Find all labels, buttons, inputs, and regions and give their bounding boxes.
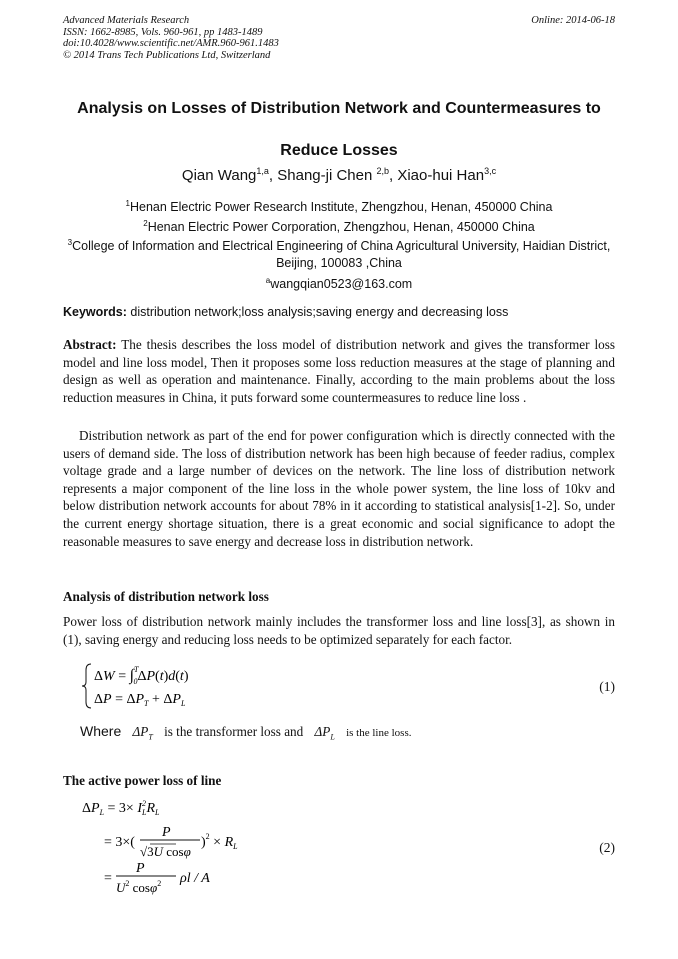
eq2-line3 [104,861,210,895]
equation-2-formula [78,796,278,896]
section-heading-active-loss: The active power loss of line [63,773,222,788]
issn-line: ISSN: 1662-8985, Vols. 960-961, pp 1483-1489 [63,26,263,38]
author-email [0,276,678,291]
equation-2-number: (2) [599,840,615,855]
title-line-2: Reduce Losses [280,142,398,159]
symbol-pt: $\Delta P_T$ [132,724,153,742]
where-word: Where [80,723,122,739]
copyright-line: © 2014 Trans Tech Publications Ltd, Switzerland [63,49,271,61]
affiliation-1 [63,196,615,216]
section-paragraph-analysis: Power loss of distribution network mainly includes the transformer loss and line loss[3], as shown in (1), saving energy and reducing loss needs to be optimized separately for each factor. [63,614,615,647]
author-name: Shang-ji Chen [277,167,377,184]
svg-text:ρl / A: ρl / A [180,871,210,886]
svg-text:U2 cosφ2: $U^2$ cosφ$^2$ [116,879,162,895]
intro-paragraph: Distribution network as part of the end for power configuration which is directly connected with the users of demand side. The loss of distribution network has been high because of feeder radius, complex voltage grade and a large number of devices on the network. The line loss of distribution network represents a major component of the line loss in the whole power system, the line loss of 10kv and below distribution network accounts for about 78% in it according to statistical analysis[1-2]. So, under the current energy shortage situation, there is a great economic and social significance to adopt the reasonable measures to save energy and decrease loss in distribution network. [63,428,615,549]
affiliation-sup: 2 [143,218,148,228]
eq2-line2 [104,825,238,859]
svg-text:=: = [104,871,112,886]
svg-text:P: P [136,861,145,876]
eq1-line1: ΔW = ∫$^T$ 0ΔP(t)d(t) [94,665,189,686]
symbol-pl: $\Delta P_L$ [314,724,335,742]
affiliation-text: College of Information and Electrical Engineering of China Agricultural University, Haidian District, Beijing, 100083 ,China [72,239,611,270]
online-date: Online: 2014-06-18 [531,15,615,26]
affiliation-text: Henan Electric Power Corporation, Zhengzhou, Henan, 450000 China [147,219,535,234]
equation-1-number: (1) [599,679,615,694]
affiliation-list [63,196,615,271]
svg-text:)2 × RL: )$^2 \times R_L$ [201,832,238,851]
affiliation-2 [63,216,615,236]
author-sup: 1,a [256,166,269,176]
author-sep: , [268,167,278,184]
svg-text:= 3×(: = 3×( [104,835,135,850]
keywords-label: Keywords: [63,305,127,319]
journal-name: Advanced Materials Research [63,15,190,26]
author-name: Qian Wang [181,167,257,184]
svg-text:√3U cosφ: √3U cosφ [140,844,191,859]
paper-title [40,88,638,172]
email-text: wangqian0523@163.com [270,277,413,291]
affiliation-3 [63,235,615,271]
author-name: Xiao-hui Han [397,167,485,184]
abstract [63,336,615,406]
email-sup: a [265,276,271,285]
section-heading-analysis: Analysis of distribution network loss [63,589,269,604]
where-end: is the line loss. [346,727,412,739]
svg-text:P: P [162,825,171,840]
keywords [63,305,615,319]
equation-2 [78,796,615,896]
where-clause [80,723,615,742]
title-line-1: Analysis on Losses of Distribution Network and Countermeasures to [77,100,601,117]
keywords-text: distribution network;loss analysis;saving energy and decreasing loss [126,305,509,319]
eq2-line1: $\Delta P_L = 3\times I^2$ $LR_L$ [82,799,160,817]
author-sup: 2,b [376,166,389,176]
doi-line: doi:10.4028/www.scientific.net/AMR.960-961.1483 [63,38,279,49]
equation-1 [82,660,615,712]
abstract-text: The thesis describes the loss model of distribution network and gives the transformer loss model and line loss model, Then it proposes some loss reduction measures at the stage of planning and design as well as operation and maintenance. Finally, according to the main problems about the loss reduction measures in China, it puts forward some countermeasures to reduce line loss . [63,337,615,405]
affiliation-text: Henan Electric Power Research Institute, Zhengzhou, Henan, 450000 China [129,200,553,214]
affiliation-sup: 3 [67,238,73,247]
where-mid: is the transformer loss and [164,724,304,739]
author-sep: , [389,167,398,184]
journal-header [63,15,615,61]
author-sup: 3,c [484,166,497,176]
equation-1-formula [82,660,292,712]
abstract-label: Abstract: [63,337,117,352]
author-list [0,166,678,184]
eq1-line2: $\Delta P = \Delta P_T + \Delta P_L$ [94,692,186,708]
affiliation-sup: 1 [125,199,130,208]
